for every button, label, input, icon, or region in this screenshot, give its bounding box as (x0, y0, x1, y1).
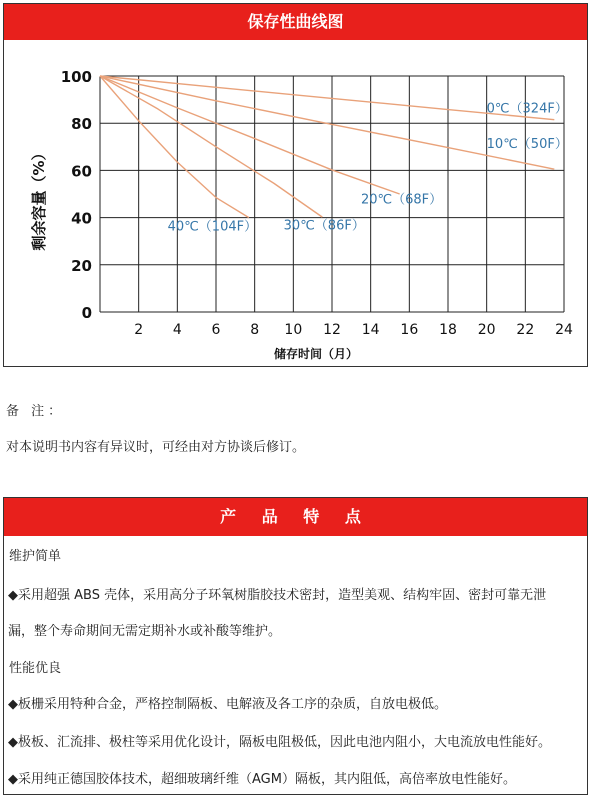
series-line (100, 76, 249, 218)
notes-label: 备 注： (6, 404, 66, 419)
storage-curve-panel (3, 3, 588, 367)
y-tick-label: 100 (60, 68, 92, 86)
y-tick-label: 20 (71, 256, 92, 275)
x-tick-label: 8 (250, 322, 260, 338)
features-title: 产 品 特 点 (4, 498, 587, 536)
feature-item: ◆采用超强 ABS 壳体，采用高分子环氧树脂胶技术密封，造型美观、结构牢固、密封可靠无泄 (8, 588, 547, 603)
x-axis-title: 储存时间（月） (273, 347, 359, 361)
series-label: 0℃（324F） (486, 101, 568, 117)
x-tick-label: 12 (323, 322, 341, 338)
x-tick-label: 22 (516, 322, 535, 338)
series-line (100, 76, 400, 194)
feature-item: ◆采用纯正德国胶体技术，超细玻璃纤维（AGM）隔板，其内阻低，高倍率放电性能好。 (8, 772, 516, 787)
x-tick-label: 6 (211, 322, 221, 338)
x-tick-label: 10 (284, 322, 303, 338)
x-tick-label: 14 (361, 322, 380, 338)
feature-item: ◆板栅采用特种合金，严格控制隔板、电解液及各工序的杂质，自放电极低。 (8, 697, 447, 712)
series-label: 20℃（68F） (361, 192, 443, 208)
y-tick-label: 0 (81, 304, 92, 322)
x-tick-label: 4 (172, 322, 182, 338)
product-features-panel (3, 497, 588, 795)
feature-heading-performance: 性能优良 (9, 661, 62, 676)
x-tick-label: 18 (439, 322, 457, 338)
feature-item: ◆极板、汇流排、极柱等采用优化设计，隔板电阻极低，因此电池内阻小，大电流放电性能好。 (8, 735, 551, 750)
feature-heading-maintenance: 维护简单 (9, 549, 62, 564)
y-axis-title: 剩余容量（%） (30, 145, 48, 251)
series-label: 40℃（104F） (167, 219, 258, 235)
series-label: 10℃（50F） (486, 136, 568, 152)
x-tick-label: 16 (400, 322, 419, 338)
x-tick-label: 24 (555, 322, 573, 338)
series-label: 30℃（86F） (283, 218, 365, 234)
series-line (100, 76, 322, 217)
storage-curve-chart (4, 40, 587, 366)
y-tick-label: 80 (71, 115, 92, 134)
feature-item-continued: 漏，整个寿命期间无需定期补水或补酸等维护。 (8, 624, 282, 639)
y-tick-label: 40 (71, 209, 92, 228)
chart-section-title: 保存性曲线图 (4, 4, 587, 40)
notes-text: 对本说明书内容有异议时，可经由对方协谈后修订。 (6, 440, 306, 455)
x-tick-label: 2 (134, 322, 144, 338)
y-tick-label: 60 (71, 162, 92, 181)
x-tick-label: 20 (477, 322, 496, 338)
